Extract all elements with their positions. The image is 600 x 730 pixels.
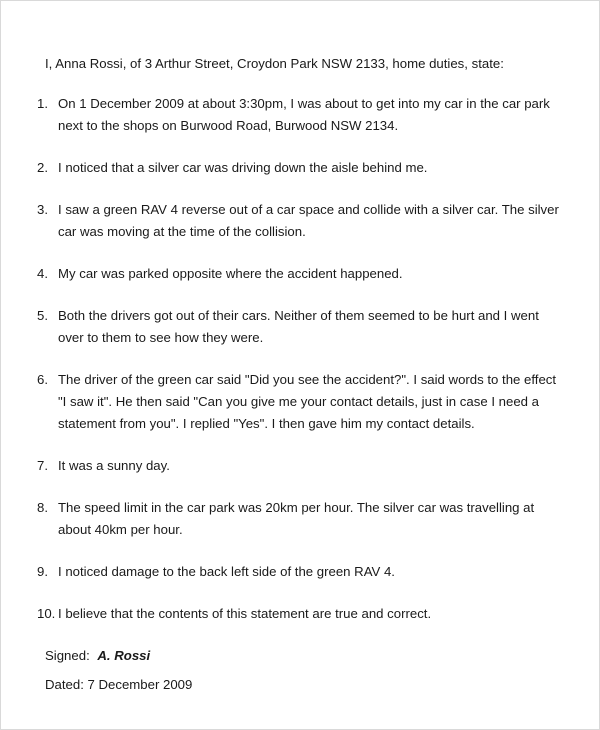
- item-text: On 1 December 2009 at about 3:30pm, I was about to get into my car in the car park next to the shops on Burwood Road, Burwood NSW 2134.: [58, 96, 550, 133]
- statement-item-10: [37, 603, 565, 625]
- item-text: I believe that the contents of this statement are true and correct.: [58, 606, 432, 621]
- date-line: Dated: 7 December 2009: [45, 677, 193, 692]
- item-text: The speed limit in the car park was 20km per hour. The silver car was travelling at about 40km per hour.: [58, 500, 535, 537]
- item-number: 8.: [37, 500, 48, 515]
- item-text: I noticed that a silver car was driving down the aisle behind me.: [58, 160, 428, 175]
- statement-item-1: [37, 93, 565, 137]
- item-text: Both the drivers got out of their cars. Neither of them seemed to be hurt and I went over to them to see how they were.: [58, 308, 539, 345]
- item-number: 7.: [37, 458, 48, 473]
- statement-item-2: [37, 157, 565, 179]
- statement-item-6: [37, 369, 565, 435]
- item-text: The driver of the green car said "Did you see the accident?". I said words to the effect "I saw it". He then said "Can you give me your contact details, just in case I need a statement from you". I replied "Yes". I then gave him my contact details.: [58, 372, 557, 431]
- statement-items: [37, 93, 565, 625]
- item-number: 6.: [37, 372, 48, 387]
- item-number: 4.: [37, 266, 48, 281]
- item-number: 1.: [37, 96, 48, 111]
- statement-item-9: [37, 561, 565, 583]
- statement-item-4: [37, 263, 565, 285]
- item-text: It was a sunny day.: [58, 458, 170, 473]
- signature-name: A. Rossi: [97, 648, 151, 663]
- statement-item-5: [37, 305, 565, 349]
- statement-intro: I, Anna Rossi, of 3 Arthur Street, Croydon Park NSW 2133, home duties, state:: [45, 56, 504, 71]
- witness-statement: [37, 53, 565, 696]
- item-number: 10.: [37, 606, 56, 621]
- item-text: I saw a green RAV 4 reverse out of a car space and collide with a silver car. The silver car was moving at the time of the collision.: [58, 202, 559, 239]
- item-number: 2.: [37, 160, 48, 175]
- statement-item-7: [37, 455, 565, 477]
- statement-item-8: [37, 497, 565, 541]
- item-number: 3.: [37, 202, 48, 217]
- item-number: 5.: [37, 308, 48, 323]
- statement-item-3: [37, 199, 565, 243]
- item-number: 9.: [37, 564, 48, 579]
- item-text: I noticed damage to the back left side of the green RAV 4.: [58, 564, 395, 579]
- item-text: My car was parked opposite where the accident happened.: [58, 266, 403, 281]
- signed-label: Signed:: [45, 648, 90, 663]
- signature-line: [45, 645, 565, 667]
